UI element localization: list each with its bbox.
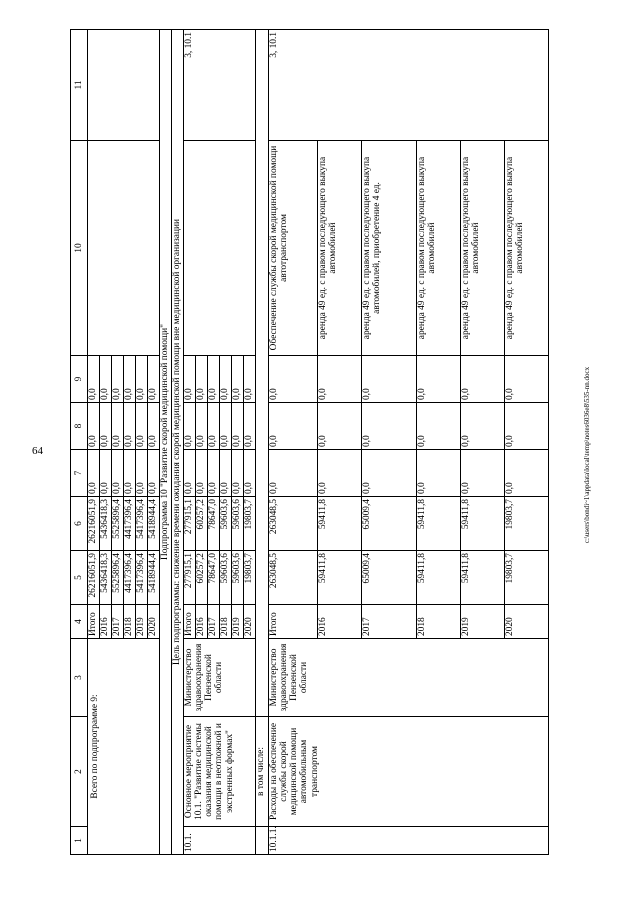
value-cell: 0,0: [232, 403, 244, 450]
value-cell: 5525896,4: [112, 551, 124, 605]
value-cell: 0,0: [100, 403, 112, 450]
value-cell: 4417396,4: [124, 497, 136, 551]
result-cell: аренда 49 ед. с правом последующего выкупа автомобилей: [505, 141, 549, 356]
value-cell: 5417396,4: [136, 551, 148, 605]
value-cell: 0,0: [196, 356, 208, 403]
value-cell: 263048,5: [269, 551, 318, 605]
value-cell: 0,0: [220, 450, 232, 497]
activity-row: [269, 30, 318, 855]
value-cell: 0,0: [88, 450, 100, 497]
value-cell: 4417396,4: [124, 551, 136, 605]
value-cell: 0,0: [100, 450, 112, 497]
value-cell: 0,0: [136, 403, 148, 450]
empty-cell: [88, 141, 160, 356]
value-cell: 0,0: [461, 450, 505, 497]
year-cell: 2018: [124, 605, 136, 639]
result-cell: аренда 49 ед. с правом последующего выкупа автомобилей: [318, 141, 362, 356]
year-cell: 2016: [196, 605, 208, 639]
value-cell: 59603,6: [220, 497, 232, 551]
header-cell: 10: [71, 141, 88, 356]
value-cell: 19803,7: [505, 551, 549, 605]
value-cell: 59411,8: [318, 497, 362, 551]
empty-cell: [184, 141, 256, 356]
value-cell: 0,0: [269, 356, 318, 403]
result-cell: аренда 49 ед. с правом последующего выкупа автомобилей: [461, 141, 505, 356]
value-cell: 0,0: [318, 450, 362, 497]
value-cell: 65009,4: [362, 551, 417, 605]
budget-table: [70, 29, 549, 855]
value-cell: 0,0: [208, 450, 220, 497]
header-cell: 11: [71, 30, 88, 141]
value-cell: 0,0: [184, 450, 196, 497]
year-cell: 2017: [208, 605, 220, 639]
header-cell: 2: [71, 717, 88, 827]
value-cell: 0,0: [196, 450, 208, 497]
year-cell: 2018: [220, 605, 232, 639]
value-cell: 5525896,4: [112, 497, 124, 551]
value-cell: 0,0: [124, 403, 136, 450]
empty-cell: [256, 30, 269, 717]
value-cell: 0,0: [505, 403, 549, 450]
year-cell: 2019: [461, 605, 505, 639]
value-cell: 65009,4: [362, 497, 417, 551]
value-cell: 277915,1: [184, 551, 196, 605]
value-cell: 0,0: [112, 450, 124, 497]
value-cell: 59603,6: [232, 551, 244, 605]
indicator-ref: 3, 10.1: [269, 30, 549, 141]
subprogram-title: Подпрограмма 10 "Развитие скорой медицинской помощи": [160, 30, 172, 855]
activity-name: Расходы на обеспечение службы скорой медицинской помощи автомобильным транспортом: [269, 717, 549, 827]
value-cell: 26216051,9: [88, 497, 100, 551]
value-cell: 263048,5: [269, 497, 318, 551]
header-cell: 6: [71, 497, 88, 551]
activity-executor: Министерство здравоохранения Пензенской области: [269, 639, 549, 717]
value-cell: 0,0: [100, 356, 112, 403]
value-cell: 19803,7: [244, 497, 256, 551]
value-cell: 0,0: [505, 356, 549, 403]
value-cell: 0,0: [244, 403, 256, 450]
goal-row: [172, 30, 184, 855]
result-cell: Обеспечение службы скорой медицинской помощи автотранспортом: [269, 141, 318, 356]
result-cell: аренда 49 ед. с правом последующего выкупа автомобилей, приобретение 4 ед.: [362, 141, 417, 356]
incl-label: в том числе:: [256, 717, 269, 827]
year-cell: 2016: [318, 605, 362, 639]
value-cell: 0,0: [318, 356, 362, 403]
value-cell: 0,0: [244, 450, 256, 497]
value-cell: 0,0: [184, 403, 196, 450]
activity-number: 10.1.1.: [269, 827, 549, 855]
result-cell: аренда 49 ед. с правом последующего выкупа автомобилей: [417, 141, 461, 356]
value-cell: 0,0: [362, 403, 417, 450]
value-cell: 0,0: [88, 356, 100, 403]
value-cell: 0,0: [461, 356, 505, 403]
value-cell: 0,0: [232, 450, 244, 497]
value-cell: 26216051,9: [88, 551, 100, 605]
value-cell: 5436418,3: [100, 551, 112, 605]
value-cell: 0,0: [124, 450, 136, 497]
value-cell: 0,0: [505, 450, 549, 497]
header-cell: 8: [71, 403, 88, 450]
value-cell: 59411,8: [461, 551, 505, 605]
year-cell: Итого: [269, 605, 318, 639]
value-cell: 0,0: [220, 403, 232, 450]
empty-cell: [88, 30, 160, 141]
year-cell: 2017: [112, 605, 124, 639]
value-cell: 0,0: [88, 403, 100, 450]
value-cell: 59411,8: [417, 497, 461, 551]
value-cell: 0,0: [112, 356, 124, 403]
value-cell: 0,0: [136, 356, 148, 403]
rotated-page: [70, 32, 590, 855]
value-cell: 0,0: [318, 403, 362, 450]
value-cell: 277915,1: [184, 497, 196, 551]
value-cell: 0,0: [461, 403, 505, 450]
value-cell: 0,0: [148, 356, 160, 403]
value-cell: 5418944,4: [148, 551, 160, 605]
measure-number: 10.1.: [184, 827, 256, 855]
value-cell: 0,0: [112, 403, 124, 450]
year-cell: 2020: [505, 605, 549, 639]
value-cell: 0,0: [269, 403, 318, 450]
indicator-ref: 3, 10.1: [184, 30, 256, 141]
value-cell: 0,0: [244, 356, 256, 403]
value-cell: 0,0: [148, 403, 160, 450]
value-cell: 0,0: [362, 450, 417, 497]
value-cell: 60257,2: [196, 497, 208, 551]
total-row: [88, 30, 100, 855]
value-cell: 0,0: [269, 450, 318, 497]
year-cell: 2020: [148, 605, 160, 639]
value-cell: 59603,6: [232, 497, 244, 551]
subprogram-row: [160, 30, 172, 855]
value-cell: 0,0: [208, 403, 220, 450]
value-cell: 5418944,4: [148, 497, 160, 551]
year-cell: 2016: [100, 605, 112, 639]
year-cell: Итого: [184, 605, 196, 639]
value-cell: 5417396,4: [136, 497, 148, 551]
value-cell: 0,0: [184, 356, 196, 403]
value-cell: 19803,7: [244, 551, 256, 605]
measure-executor: Министерство здравоохранения Пензенской области: [184, 639, 256, 717]
header-cell: 9: [71, 356, 88, 403]
value-cell: 0,0: [232, 356, 244, 403]
year-cell: 2019: [136, 605, 148, 639]
value-cell: 0,0: [417, 450, 461, 497]
value-cell: 60257,2: [196, 551, 208, 605]
value-cell: 0,0: [124, 356, 136, 403]
value-cell: 78647,0: [208, 497, 220, 551]
header-cell: 4: [71, 605, 88, 639]
measure-row: [184, 30, 196, 855]
year-cell: 2017: [362, 605, 417, 639]
value-cell: 0,0: [417, 356, 461, 403]
year-cell: 2020: [244, 605, 256, 639]
value-cell: 59603,6: [220, 551, 232, 605]
value-cell: 5436418,3: [100, 497, 112, 551]
subprogram-goal: Цель подпрограммы: снижение времени ожидания скорой медицинской помощи вне медицинской организации: [172, 30, 184, 855]
page-number: 64: [32, 445, 43, 457]
year-cell: 2019: [232, 605, 244, 639]
value-cell: 59411,8: [461, 497, 505, 551]
header-cell: 1: [71, 827, 88, 855]
header-cell: 3: [71, 639, 88, 717]
measure-name: Основное мероприятие 10.1. "Развитие системы оказания медицинской помощи в неотложной и экстренных формах": [184, 717, 256, 827]
value-cell: 78647,0: [208, 551, 220, 605]
header-cell: 5: [71, 551, 88, 605]
year-cell: Итого: [88, 605, 100, 639]
value-cell: 0,0: [417, 403, 461, 450]
value-cell: 0,0: [220, 356, 232, 403]
value-cell: 0,0: [362, 356, 417, 403]
file-path-text: c:\users\bondi~1\appdata\local\temp\notes6036e8\535-nn.docx: [583, 366, 591, 544]
header-row: [71, 30, 88, 855]
value-cell: 59411,8: [318, 551, 362, 605]
year-cell: 2018: [417, 605, 461, 639]
header-cell: 7: [71, 450, 88, 497]
value-cell: 59411,8: [417, 551, 461, 605]
table-body: [71, 30, 549, 855]
value-cell: 0,0: [208, 356, 220, 403]
empty-cell: [256, 827, 269, 855]
value-cell: 19803,7: [505, 497, 549, 551]
incl-row: [256, 30, 269, 855]
value-cell: 0,0: [148, 450, 160, 497]
value-cell: 0,0: [136, 450, 148, 497]
total-label: Всего по подпрограмме 9:: [88, 639, 160, 855]
value-cell: 0,0: [196, 403, 208, 450]
